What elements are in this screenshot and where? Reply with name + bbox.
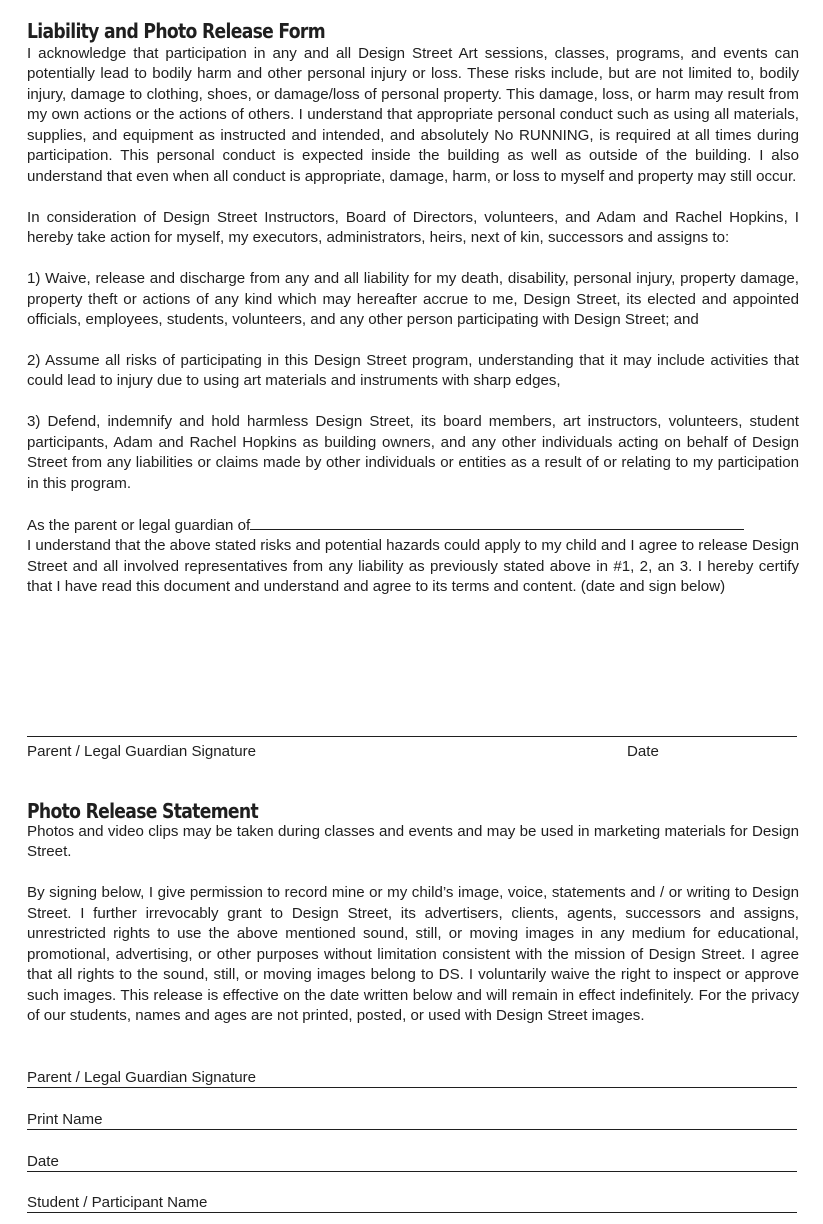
field-label: Parent / Legal Guardian Signature: [27, 1069, 257, 1086]
guardian-of-label: As the parent or legal guardian of: [27, 516, 251, 534]
acknowledgement-paragraph: I acknowledge that participation in any and all Design Street Art sessions, classes, programs, and events can potentially lead to bodily harm and other personal injury or loss. These risks include, but are not limited to, bodily injury, damage to clothing, shoes, or damage/loss of personal property. This damage, loss, or harm may result from my own actions or the actions of others. I understand that appropriate personal conduct such as using all materials, supplies, and equipment as instructed and intended, and absolutely No RUNNING, is required at all times during participation. This personal conduct is expected inside the building as well as outside of the building. I also understand that even when all conduct is appropriate, damage, harm, or loss to myself and property may still occur.: [27, 45, 799, 185]
date-label: Date: [627, 743, 659, 760]
date-field[interactable]: [27, 1153, 797, 1172]
field-label: Print Name: [27, 1111, 103, 1128]
guardian-statement: I understand that the above stated risks and potential hazards could apply to my child and I agree to release Design Street and all involved representatives from any liability as previously stated above in #1, 2, an 3. I hereby certify that I have read this document and understand and agree to its terms and content. (date and sign below): [27, 537, 799, 596]
consideration-paragraph: In consideration of Design Street Instructors, Board of Directors, volunteers, and Adam and Rachel Hopkins, I hereby take action for myself, my executors, administrators, heirs, next of kin, successors and assigns to:: [27, 208, 799, 247]
guardian-signature-line[interactable]: [27, 736, 797, 737]
photo-guardian-signature-field[interactable]: [27, 1069, 797, 1088]
indemnify-clause: 3) Defend, indemnify and hold harmless Design Street, its board members, art instructors, volunteers, student participants, Adam and Rachel Hopkins as building owners, and any other individuals acting on behalf of Design Street from any liabilities or claims made by other individuals or entities as a result of or relating to my participation in this program.: [27, 413, 799, 492]
field-label: Date: [27, 1153, 59, 1170]
student-name-field[interactable]: [27, 1194, 797, 1213]
waive-clause: 1) Waive, release and discharge from any and all liability for my death, disability, personal injury, property damage, property theft or actions of any kind which may hereafter accrue to me, Design Street, its elected and appointed officials, employees, students, volunteers, and any other person participating with Design Street; and: [27, 270, 799, 328]
form-title: Liability and Photo Release Form: [27, 19, 325, 43]
child-name-blank[interactable]: [250, 515, 744, 530]
print-name-field[interactable]: [27, 1111, 797, 1130]
assume-risk-clause: 2) Assume all risks of participating in this Design Street program, understanding that it may include activities that could lead to injury due to using art materials and instruments with sharp edges,: [27, 351, 799, 390]
guardian-of-line: [27, 515, 799, 536]
photo-release-body: [27, 822, 799, 1027]
photo-permission-paragraph: By signing below, I give permission to record mine or my child’s image, voice, statements and / or writing to Design Street. I further irrevocably grant to Design Street, its advertisers, clients, agents, successors and assigns, unrestricted rights to use the above mentioned sound, still, or moving images in any medium for educational, promotional, advertising, or other purposes without limitation consistent with the mission of Design Street. I agree that all rights to the sound, still, or moving images belong to DS. I voluntarily waive the right to inspect or approve such images. This release is effective on the date written below and will remain in effect indefinitely. For the privacy of our students, names and ages are not printed, posted, or used with Design Street images.: [27, 884, 799, 1025]
photo-intro-paragraph: Photos and video clips may be taken during classes and events and may be used in marketing materials for Design Street.: [27, 823, 799, 861]
field-label: Student / Participant Name: [27, 1194, 208, 1211]
release-form: [27, 18, 799, 1211]
guardian-signature-label: Parent / Legal Guardian Signature: [27, 743, 257, 760]
photo-release-title: Photo Release Statement: [27, 799, 259, 823]
